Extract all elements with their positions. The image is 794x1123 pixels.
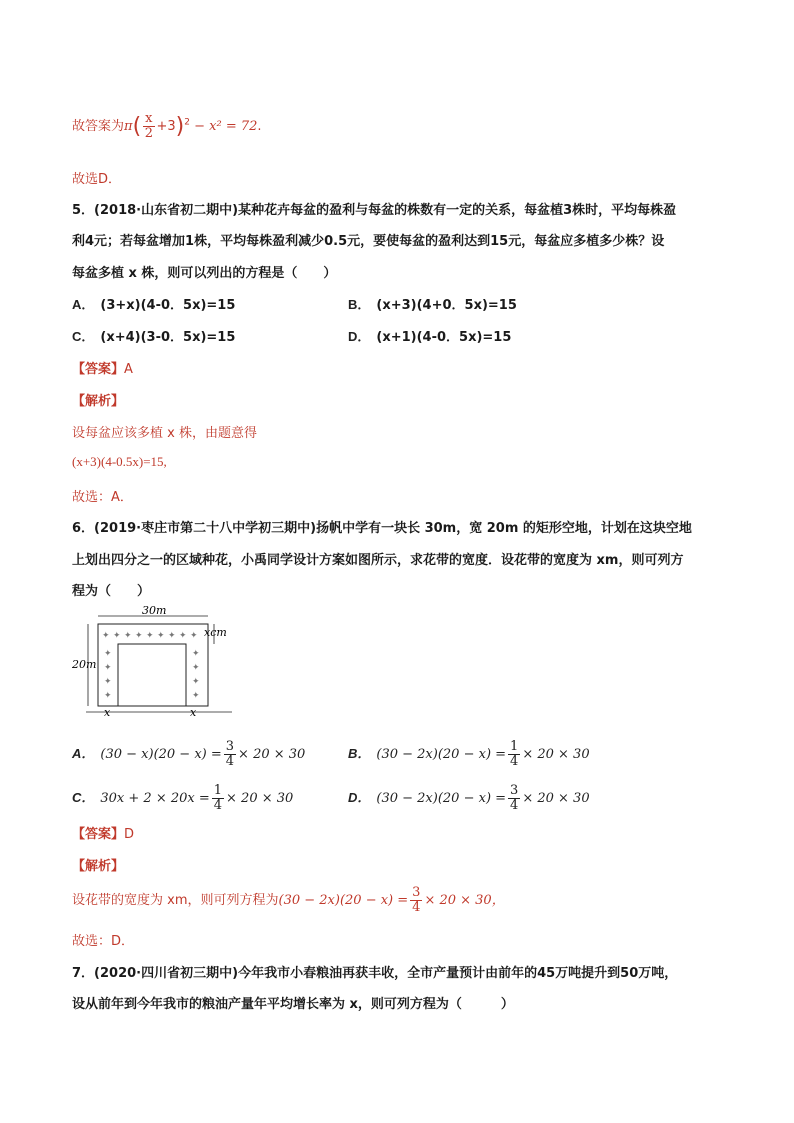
- svg-text:✦: ✦: [104, 677, 112, 687]
- q5-analysis-1: 设每盆应该多植 x 株，由题意得: [72, 426, 257, 441]
- q5-stem-line-1: [72, 199, 676, 218]
- q5-answer: 【答案】A: [72, 362, 133, 377]
- q6-analysis: 设花带的宽度为 xm，则可列方程为(30 − 2x)(20 − x) = $\frac{3}{4}$ × 20 × 30，: [72, 885, 505, 915]
- prev-answer-prefix: 故答案为: [72, 119, 125, 134]
- svg-text:✦: ✦: [192, 663, 200, 673]
- flower-bed-diagram: [72, 606, 242, 721]
- figure-right-label: xcm: [204, 626, 227, 639]
- svg-text:✦: ✦: [190, 631, 198, 641]
- q6-analysis-tag: 【解析】: [72, 859, 125, 874]
- figure-bottom-right-label: x: [190, 706, 197, 719]
- q5-analysis-2: (x+3)(4-0.5x)=15,: [72, 454, 167, 469]
- q6-stem-line-3: 程为（ ）: [72, 584, 151, 599]
- pi-symbol: π: [124, 119, 133, 134]
- q5-stem-line-3: 每盆多植 x 株，则可以列出的方程是（ ）: [72, 266, 337, 281]
- q6-option-a: A． (30 − x)(20 − x) = $\frac{3}{4}$ × 20 × 30: [72, 739, 306, 769]
- prev-answer-line: 故答案为π( $\frac{x}{2}$ +3)$^2$ − x² = 72.: [72, 111, 262, 141]
- q5-option-b: B． (x+3)(4+0．5x)=15: [348, 297, 517, 313]
- q6-source: 6．(2019·枣庄市第二十八中学初三期中): [72, 521, 317, 536]
- q5-option-c: C． (x+4)(3-0．5x)=15: [72, 329, 236, 345]
- q6-answer: 【答案】D: [72, 827, 135, 842]
- q7-stem-line-2: 设从前年到今年我市的粮油产量年平均增长率为 x，则可列方程为（ ）: [72, 997, 514, 1012]
- q5-stem-line-2: 利4元；若每盆增加1株，平均每株盈利减少0.5元，要使每盆的盈利达到15元，每盆应多植多少株？设: [72, 234, 665, 249]
- svg-text:✦: ✦: [102, 631, 110, 641]
- svg-text:✦: ✦: [168, 631, 176, 641]
- q5-text-1: 某种花卉每盆的盈利与每盆的株数有一定的关系，每盆植3株时，平均每株盈: [238, 203, 677, 218]
- svg-text:✦: ✦: [104, 663, 112, 673]
- prev-answer-end: .: [257, 119, 262, 134]
- svg-text:✦: ✦: [192, 649, 200, 659]
- prev-answer-rest: − x² = 72: [194, 119, 258, 134]
- svg-text:✦: ✦: [192, 691, 200, 701]
- q7-stem-line-1: [72, 962, 677, 981]
- q6-option-c: C． 30x + 2 × 20x = $\frac{1}{4}$ × 20 × 30: [72, 783, 294, 813]
- q5-analysis-tag: 【解析】: [72, 394, 125, 409]
- q6-stem-line-1: [72, 517, 692, 536]
- q5-option-d: D． (x+1)(4-0．5x)=15: [348, 329, 512, 345]
- svg-text:✦: ✦: [104, 649, 112, 659]
- q6-select: 故选：D．: [72, 934, 135, 949]
- q7-text-1: 今年我市小春粮油再获丰收，全市产量预计由前年的45万吨提升到50万吨，: [238, 966, 678, 981]
- q6-option-d: D． (30 − 2x)(20 − x) = $\frac{3}{4}$ × 20 × 30: [348, 783, 590, 813]
- q5-source: 5．(2018·山东省初二期中): [72, 203, 239, 218]
- prev-answer-exp: 2: [184, 117, 190, 128]
- svg-text:✦: ✦: [192, 677, 200, 687]
- svg-text:✦: ✦: [146, 631, 154, 641]
- q6-stem-line-2: 上划出四分之一的区域种花，小禹同学设计方案如图所示，求花带的宽度．设花带的宽度为 xm，则可列方: [72, 553, 684, 568]
- q5-select: 故选：A．: [72, 490, 133, 505]
- figure-bottom-left-label: x: [104, 706, 111, 719]
- prev-select: 故选D．: [72, 172, 122, 187]
- q6-option-b: B． (30 − 2x)(20 − x) = $\frac{1}{4}$ × 20 × 30: [348, 739, 590, 769]
- svg-text:✦: ✦: [124, 631, 132, 641]
- svg-text:✦: ✦: [113, 631, 121, 641]
- svg-text:✦: ✦: [157, 631, 165, 641]
- q5-option-a: A． (3+x)(4-0．5x)=15: [72, 297, 236, 313]
- figure-top-label: 30m: [142, 606, 167, 617]
- figure-left-label: 20m: [72, 658, 97, 671]
- svg-text:✦: ✦: [179, 631, 187, 641]
- svg-text:✦: ✦: [135, 631, 143, 641]
- q6-text-1: 扬帆中学有一块长 30m，宽 20m 的矩形空地，计划在这块空地: [316, 521, 692, 536]
- svg-text:✦: ✦: [104, 691, 112, 701]
- prev-answer-fraction: $\frac{x}{2}$: [144, 111, 153, 141]
- q7-source: 7．(2020·四川省初三期中): [72, 966, 239, 981]
- prev-answer-inner: +3: [156, 119, 176, 134]
